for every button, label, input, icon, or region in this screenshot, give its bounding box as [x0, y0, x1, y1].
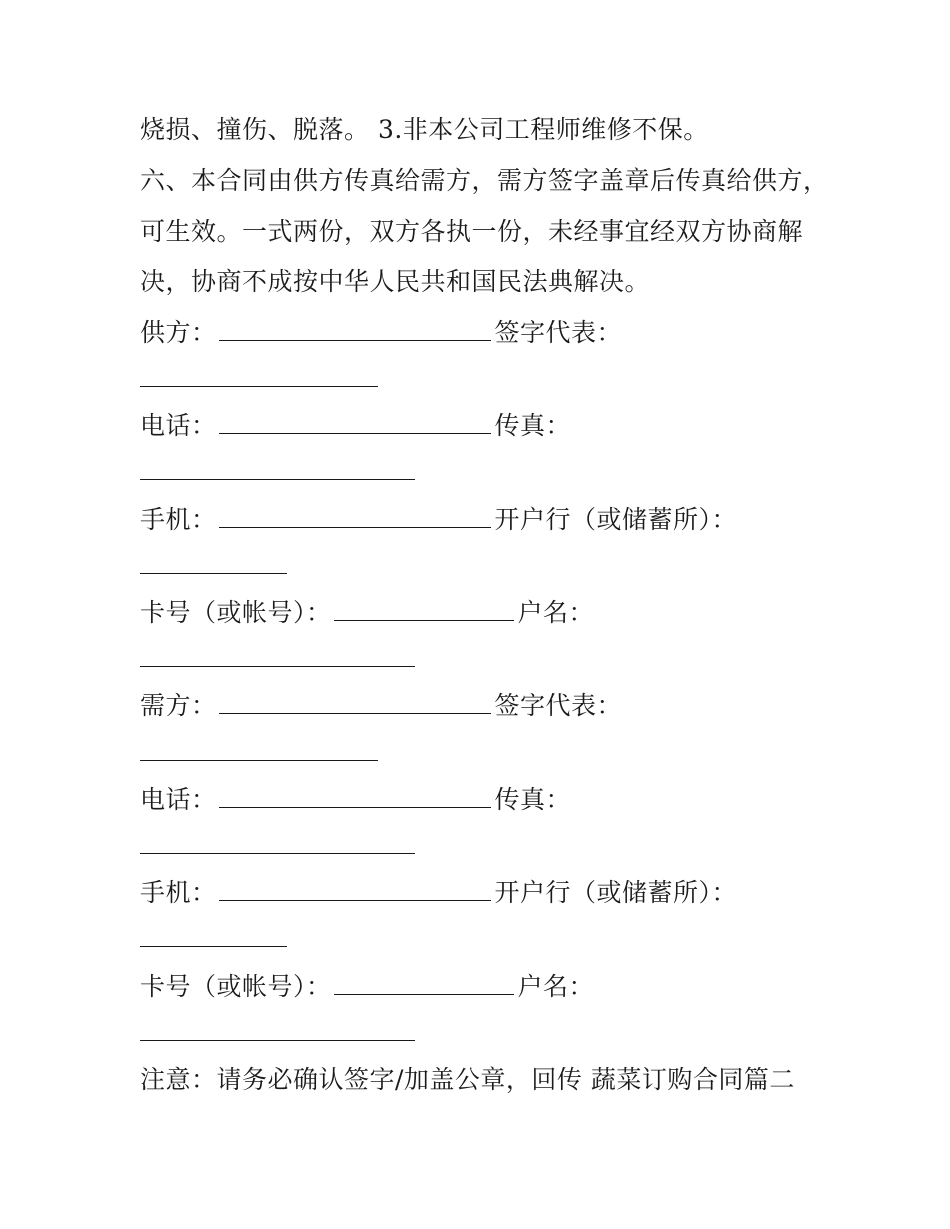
supplier-card-row [140, 597, 594, 629]
note-paragraph: 注意：请务必确认签字/加盖公章，回传 蔬菜订购合同篇二 [140, 1065, 795, 1094]
paragraph-warranty-exclusions: 烧损、撞伤、脱落。 3.非本公司工程师维修不保。 [140, 115, 709, 144]
buyer-party-row [140, 690, 622, 722]
supplier-party-label: 供方： [140, 318, 217, 347]
buyer-name-blank[interactable] [219, 691, 491, 714]
paragraph-fax-clause-line3: 决，协商不成按中华人民共和国民法典解决。 [140, 267, 651, 296]
buyer-card-blank[interactable] [334, 972, 514, 995]
supplier-account-name-blank[interactable] [140, 666, 415, 667]
supplier-phone-label: 电话： [140, 411, 217, 440]
buyer-card-row [140, 971, 594, 1003]
supplier-mobile-blank[interactable] [219, 505, 491, 528]
supplier-rep-label: 签字代表： [494, 318, 623, 347]
supplier-party-row [140, 317, 622, 349]
buyer-account-name-label: 户名： [517, 972, 595, 1001]
supplier-fax-label: 传真： [494, 411, 572, 440]
buyer-account-name-blank[interactable] [140, 1040, 415, 1041]
supplier-rep-blank[interactable] [140, 386, 378, 387]
buyer-party-label: 需方： [140, 691, 217, 720]
buyer-phone-blank[interactable] [219, 785, 491, 808]
buyer-mobile-label: 手机： [140, 878, 217, 907]
supplier-phone-row [140, 410, 571, 442]
supplier-card-label: 卡号（或帐号）： [140, 598, 332, 627]
buyer-mobile-row [140, 877, 737, 909]
buyer-mobile-blank[interactable] [219, 878, 491, 901]
supplier-mobile-row [140, 504, 737, 536]
buyer-rep-label: 签字代表： [494, 691, 623, 720]
supplier-card-blank[interactable] [334, 598, 514, 621]
supplier-account-name-label: 户名： [517, 598, 595, 627]
supplier-bank-blank[interactable] [140, 573, 287, 574]
buyer-bank-blank[interactable] [140, 946, 287, 947]
supplier-bank-label: 开户行（或储蓄所）： [494, 505, 738, 534]
supplier-phone-blank[interactable] [219, 411, 491, 434]
buyer-phone-row [140, 784, 571, 816]
supplier-fax-blank[interactable] [140, 479, 415, 480]
supplier-mobile-label: 手机： [140, 505, 217, 534]
buyer-fax-blank[interactable] [140, 853, 415, 854]
buyer-bank-label: 开户行（或储蓄所）： [494, 878, 738, 907]
supplier-name-blank[interactable] [219, 318, 491, 341]
paragraph-fax-clause-line1: 六、本合同由供方传真给需方，需方签字盖章后传真给供方， [140, 166, 829, 195]
buyer-card-label: 卡号（或帐号）： [140, 972, 332, 1001]
buyer-phone-label: 电话： [140, 785, 217, 814]
paragraph-fax-clause-line2: 可生效。一式两份，双方各执一份，未经事宜经双方协商解 [140, 217, 804, 246]
buyer-rep-blank[interactable] [140, 760, 378, 761]
buyer-fax-label: 传真： [494, 785, 572, 814]
